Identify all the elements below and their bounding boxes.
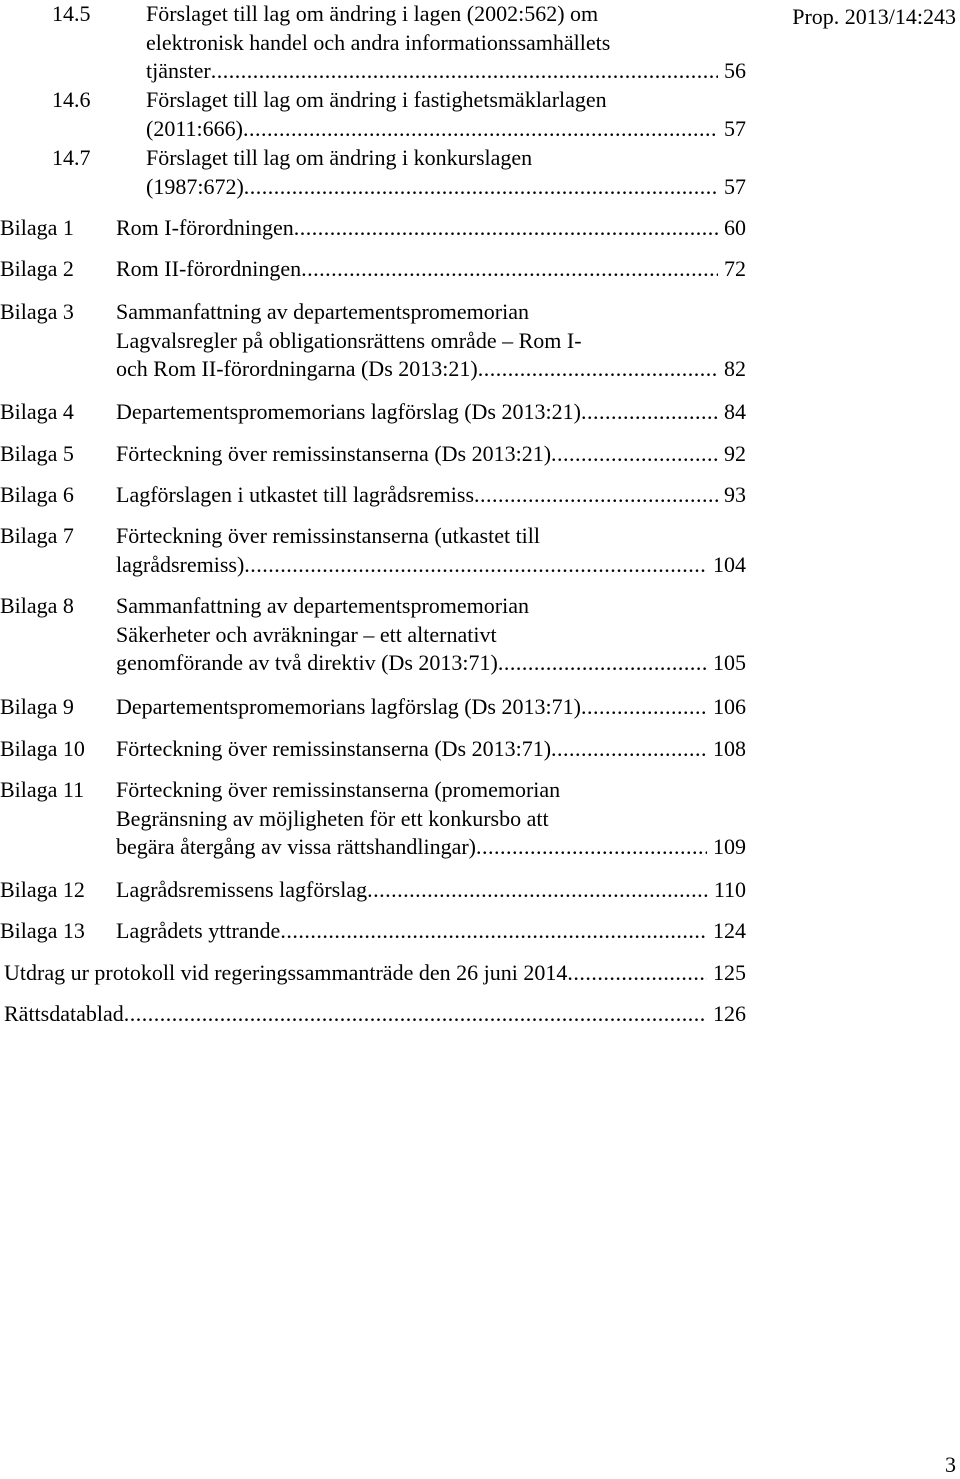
toc-entry-line: Sammanfattning av departementspromemorian bbox=[116, 593, 529, 618]
toc-entry-line: Lagrådets yttrande bbox=[116, 918, 281, 943]
toc-entry-number: Bilaga 11 bbox=[0, 777, 85, 802]
dot-leader bbox=[301, 255, 718, 284]
dot-leader bbox=[367, 876, 708, 905]
toc-entry-page: 72 bbox=[724, 256, 746, 281]
dot-leader bbox=[244, 551, 707, 580]
toc-entry-number: Bilaga 13 bbox=[0, 918, 85, 943]
toc-entry-line: lagrådsremiss) bbox=[116, 551, 245, 577]
toc-entry-number: Bilaga 2 bbox=[0, 256, 74, 281]
dot-leader bbox=[244, 173, 718, 202]
dot-leader bbox=[551, 735, 707, 764]
toc-entry-title bbox=[116, 592, 746, 678]
toc-entry-page: 56 bbox=[724, 58, 746, 84]
toc-entry-page: 84 bbox=[724, 399, 746, 424]
toc-entry-title bbox=[4, 959, 746, 988]
toc-entry-number: Bilaga 6 bbox=[0, 482, 74, 507]
dot-leader bbox=[581, 398, 718, 427]
toc-entry-line: Rättsdatablad bbox=[4, 1001, 124, 1026]
toc-entry-line: Förteckning över remissinstanserna (promemorian bbox=[116, 777, 561, 802]
toc-entry-number: 14.5 bbox=[52, 1, 91, 26]
toc-entry-page: 60 bbox=[724, 215, 746, 240]
toc-entry-line: begära återgång av vissa rättshandlingar) bbox=[116, 834, 477, 860]
toc-entry-number: Bilaga 9 bbox=[0, 694, 74, 719]
toc-entry-line: (2011:666) bbox=[146, 115, 243, 141]
toc-entry-number: Bilaga 5 bbox=[0, 441, 74, 466]
dot-leader bbox=[476, 833, 707, 862]
toc-entry-number: Bilaga 7 bbox=[0, 523, 74, 548]
toc-entry-number: Bilaga 3 bbox=[0, 299, 74, 324]
toc-entry-line: Lagrådsremissens lagförslag bbox=[116, 877, 368, 902]
toc-entry-title bbox=[116, 693, 746, 722]
toc-entry-title bbox=[116, 735, 746, 764]
toc-entry-line: Förslaget till lag om ändring i konkurslagen bbox=[146, 145, 533, 170]
dot-leader bbox=[243, 115, 718, 144]
toc-entry-number: Bilaga 1 bbox=[0, 215, 74, 240]
toc-entry-page: 108 bbox=[713, 736, 746, 761]
toc-entry-title bbox=[116, 776, 746, 862]
toc-entry-line: Säkerheter och avräkningar – ett alternativt bbox=[116, 621, 497, 647]
toc-entry-line: Departementspromemorians lagförslag (Ds 2013:21) bbox=[116, 399, 581, 424]
dot-leader bbox=[211, 57, 718, 86]
toc-entry-title bbox=[146, 0, 746, 86]
toc-entry-page: 105 bbox=[713, 650, 746, 676]
toc-entry-line: Sammanfattning av departementspromemorian bbox=[116, 299, 529, 324]
dot-leader bbox=[567, 959, 707, 988]
toc-entry-line: och Rom II-förordningarna (Ds 2013:21) bbox=[116, 356, 478, 382]
toc-entry-title bbox=[116, 298, 746, 384]
toc-entry-page: 126 bbox=[713, 1001, 746, 1026]
toc-entry-page: 106 bbox=[713, 694, 746, 719]
toc-entry-line: Förteckning över remissinstanserna (Ds 2013:71) bbox=[116, 736, 552, 761]
toc-entry-number: 14.7 bbox=[52, 145, 91, 170]
toc-entry-line: Förslaget till lag om ändring i fastighetsmäklarlagen bbox=[146, 87, 607, 112]
toc-entry-line: Förslaget till lag om ändring i lagen (2002:562) om bbox=[146, 1, 599, 26]
toc-entry-line: Rom I-förordningen bbox=[116, 215, 294, 240]
toc-entry-page: 110 bbox=[713, 877, 746, 902]
toc-entry-line: Förteckning över remissinstanserna (utkastet till bbox=[116, 523, 541, 548]
toc-entry-line: elektronisk handel och andra informationssamhällets bbox=[146, 29, 611, 55]
toc-entry-title bbox=[146, 144, 746, 201]
dot-leader bbox=[294, 214, 718, 243]
toc-entry-line: Utdrag ur protokoll vid regeringssammanträde den 26 juni 2014 bbox=[4, 960, 568, 985]
toc-entry-page: 109 bbox=[713, 834, 746, 860]
toc-entry-line: genomförande av två direktiv (Ds 2013:71) bbox=[116, 650, 498, 676]
toc-entry-title bbox=[116, 214, 746, 243]
toc-entry-line: Lagvalsregler på obligationsrättens område – Rom I- bbox=[116, 327, 582, 353]
toc-entry-title bbox=[116, 481, 746, 510]
dot-leader bbox=[551, 440, 718, 469]
dot-leader bbox=[581, 693, 707, 722]
toc-entry-page: 82 bbox=[724, 356, 746, 382]
toc-entry-line: Rom II-förordningen bbox=[116, 256, 302, 281]
dot-leader bbox=[478, 355, 718, 384]
toc-entry-title bbox=[4, 1000, 746, 1029]
toc-entry-line: Förteckning över remissinstanserna (Ds 2013:21) bbox=[116, 441, 552, 466]
dot-leader bbox=[280, 917, 707, 946]
toc-entry-title bbox=[116, 398, 746, 427]
toc-entry-title bbox=[116, 522, 746, 579]
dot-leader bbox=[498, 649, 707, 678]
toc-entry-number: Bilaga 4 bbox=[0, 399, 74, 424]
dot-leader bbox=[474, 481, 718, 510]
toc-entry-line: Departementspromemorians lagförslag (Ds 2013:71) bbox=[116, 694, 581, 719]
toc-entry-title bbox=[116, 917, 746, 946]
toc-entry-line: Begränsning av möjligheten för ett konkursbo att bbox=[116, 805, 549, 831]
toc-entry-title bbox=[116, 440, 746, 469]
toc-entry-number: Bilaga 8 bbox=[0, 593, 74, 618]
toc-entry-page: 93 bbox=[724, 482, 746, 507]
toc-entry-title bbox=[146, 86, 746, 143]
proposition-reference: Prop. 2013/14:243 bbox=[792, 4, 956, 29]
toc-entry-line: Lagförslagen i utkastet till lagrådsremiss bbox=[116, 482, 475, 507]
dot-leader bbox=[124, 1000, 707, 1029]
toc-entry-page: 57 bbox=[724, 173, 746, 199]
toc-entry-number: Bilaga 12 bbox=[0, 877, 85, 902]
toc-entry-page: 124 bbox=[713, 918, 746, 943]
toc-entry-page: 104 bbox=[713, 551, 746, 577]
toc-entry-number: Bilaga 10 bbox=[0, 736, 85, 761]
toc-entry-line: tjänster bbox=[146, 58, 211, 84]
page-number: 3 bbox=[945, 1452, 956, 1477]
toc-entry-line: (1987:672) bbox=[146, 173, 244, 199]
toc-entry-page: 92 bbox=[724, 441, 746, 466]
toc-entry-page: 57 bbox=[724, 115, 746, 141]
toc-entry-number: 14.6 bbox=[52, 87, 91, 112]
toc-entry-title bbox=[116, 255, 746, 284]
toc-entry-page: 125 bbox=[713, 960, 746, 985]
toc-entry-title bbox=[116, 876, 746, 905]
